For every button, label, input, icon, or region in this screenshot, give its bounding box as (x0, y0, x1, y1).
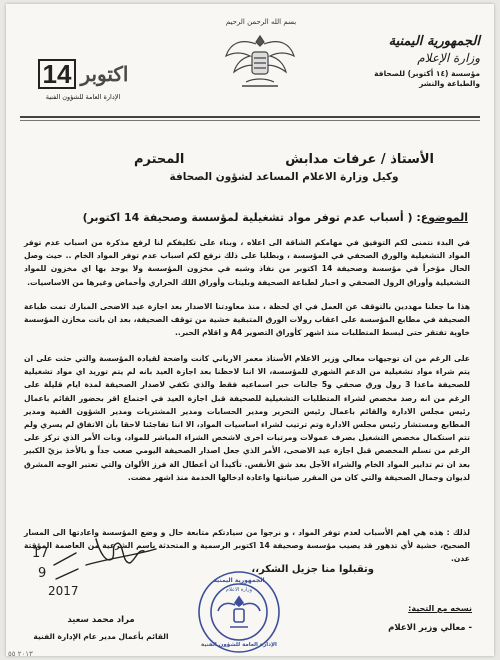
cc-item: - معالي وزير الاعلام (388, 623, 472, 633)
header-divider (20, 116, 480, 118)
handwritten-signature (26, 519, 176, 599)
official-stamp (196, 569, 282, 655)
body-paragraph-1: في البدء نتمنى لكم التوفيق في مهامكم الشاقة الى اعلاه ، وبناء على تكليفكم لنا لرفع مذكرة من اسباب عدم توفر المواد التشغيلية والورق الصحفي في المؤسسة ، وبطلبا على ذلك نرفع لكم اسباب عدم توفر المواد الخام .. حيث وصل الحال مؤخراً في مؤسسة وصحيفة 14 اكتوبر من نفاذ وشبه في مخزون المؤسسة ولا يوجد بها اي مخزون للمواد التشغيلية وأوراق الرول الصحفي و احبار لطباعة الصحيفة وبليتات وأوراق اللك الحراري وأحماض وغيرها من الاساسيات. (24, 238, 470, 287)
stamp-bottom-text: الإدارة العامة للشؤون الفنية (201, 642, 277, 648)
logo-subtitle: الإدارة العامة للشؤون الفنية (45, 93, 121, 101)
basmala: بسم الله الرحمن الرحيم (225, 18, 297, 26)
body-paragraph-4: لذلك : هذه هي اهم الأسباب لعدم توفر المواد ، و نرجوا من سيادتكم متابعة حال و وضع المؤسسة واعادتها الى المسار الصحيح، خشية لأي تدهور قد يصيب مؤسسة وصحيفة 14 اكتوبر الرسمية و المتحدثة باسم الشرعية من العاصمة المؤقتة عدن. (24, 528, 470, 564)
body-paragraph-3: على الرغم من ان توجيهات معالي وزير الاعلام الأستاذ معمر الارياني كانت واضحة لقيادة المؤسسة والتي حثت على ان يتم شراء مواد تشغيلية من الدعم الشهري للمؤسسة، الا اننا لاحظنا بعد اجازة العيد بانه لم يتم توريد اي مواد تشغيلية للصحيفة ماعدا 3 رول ورق صحفي و5 جالنات حبر اسماعيه فقط والذي تكفي لاصدار الصحيفة لمدة ايام قليلة على الرغم من انه رصد مخصص لشراء المتطلبات التشغيلية للصحيفة قبل اجازة العيد في اجتماع اقر بحضور القائم باعمال رئيس مجلس الادارة والقائم باعمال رئيس التحرير ومدير الحسابات ومدير المشتريات ومدير الشؤون الفنية ومدير المطابع ومستشار رئيس مجلس الادارة وتم ترتيب لشراء اساسيات المواد، الا اننا تفاجئنا لاحقا بأن الاتفاق لم يسري ولم تتم استكمال مخصص التشغيل بصرف عمولات ومرتبات اخرى لاشخص الشراء المباشر للمواد، وبات الأمر الذي تركز على الرغم من تسلم المخصص قبل اجازة عيد الاضحى، الأمر الذي جعل اصدار الصحيفة اليومي صعب جداً و بالأخذ بزيّ الكبير بعد ان تم تدابير المواد الخام والشراء الآجل بعد شق الأنفس. تأكيداً ان أعطال الة فرز الألوان والتي تعتبر الوجه المشرق لديوان وجمال الصحيفة والتي كان من المقرر صيانتها واعادة ادخالها الخدمة منذ اشهر مضت. (24, 354, 470, 482)
addressee-name: الأستاذ / عرفات مدابش (285, 152, 434, 167)
cc-block (352, 604, 472, 633)
republic-name: الجمهورية اليمنية (388, 34, 480, 49)
foundation-name: مؤسسة (١٤ أكتوبر) للصحافة والطباعة والنشر (374, 69, 480, 88)
addressee-title: وكيل وزارة الاعلام المساعد لشؤون الصحافة (169, 171, 399, 183)
eagle-emblem-icon (220, 22, 300, 102)
subject-line (28, 211, 468, 224)
signatory-title: القائم بأعمال مدير عام الإدارة الفنية (33, 632, 169, 641)
letterhead-right (330, 34, 480, 89)
signatory-name: مراد محمد سعيد (67, 615, 135, 625)
signature-date-day: 17 (32, 546, 49, 561)
cc-heading: نسخه مع التحية: (408, 604, 472, 613)
footer-number: ٢٠١٣ ٥٥ (8, 650, 33, 656)
letter-page (6, 4, 494, 656)
subject-text: : ( أسباب عدم توفر مواد تشغيلية لمؤسسة وصحيفة 14 اكتوبر) (82, 211, 421, 224)
stamp-top-text: الجمهورية اليمنية (213, 577, 265, 584)
signature-date-year: 2017 (48, 584, 79, 598)
ministry-name: وزارة الإعلام (417, 51, 480, 65)
signature-date-month: 9 (38, 566, 47, 581)
header-divider-thin (20, 120, 480, 121)
closing-thanks: وتقبلوا منا جزيل الشكر،، (251, 564, 374, 575)
addressee-honorific: المحترم (134, 152, 185, 167)
stamp-middle-text: وزارة الاعلام (225, 587, 253, 593)
body-paragraph-2: هذا ما جعلنا مهددين بالتوقف عن العمل في اي لحظة ، منذ معاودتنا الاصدار بعد اجازة عيد الاضحى المبارك تمت طباعة الصحيفة في مطابع المؤسسة على اعقاب رولات الورق المتبقية خشية من توقف الصحيفة، بعد ان باتت مخازن المؤسسة خاوية تفتقر حتى لبسط المتطلبات منذ اشهر كأوراق التصوير A4 و اقلام الحبر.. (24, 302, 470, 338)
signature-block (26, 519, 176, 656)
logo-word: اكتوبر (80, 63, 129, 86)
addressee-block (134, 152, 434, 183)
subject-label: الموضوع (420, 211, 468, 224)
october-logo (28, 59, 138, 101)
logo-number: 14 (38, 59, 77, 89)
